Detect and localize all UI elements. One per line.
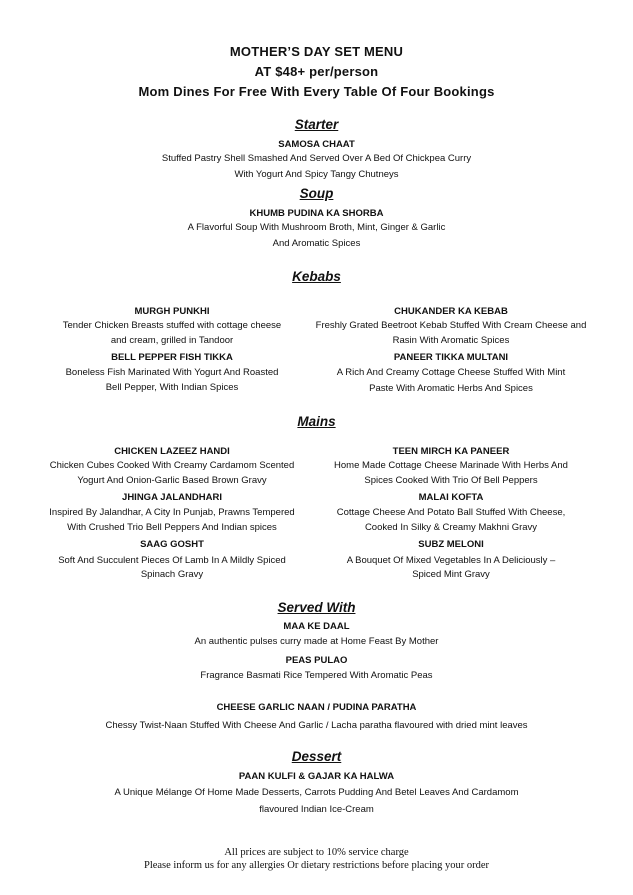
section-title-starter: Starter — [294, 117, 339, 132]
dish-name: BELL PEPPER FISH TIKKA — [111, 352, 233, 363]
dish-name: JHINGA JALANDHARI — [122, 492, 222, 503]
dish-description: Bell Pepper, With Indian Spices — [105, 382, 239, 393]
dish-description: A Bouquet Of Mixed Vegetables In A Deliciously – — [346, 555, 556, 566]
section-title-kebabs: Kebabs — [292, 269, 341, 284]
dish-description: Spices Cooked With Trio Of Bell Peppers — [364, 475, 538, 486]
dish-description: Cooked In Silky & Creamy Makhni Gravy — [364, 522, 538, 533]
dish-description: Freshly Grated Beetroot Kebab Stuffed With Cream Cheese and — [315, 320, 587, 331]
dish-name: KHUMB PUDINA KA SHORBA — [249, 208, 384, 219]
dish-description: Home Made Cottage Cheese Marinade With Herbs And — [334, 460, 568, 471]
dish-name: SAAG GOSHT — [140, 539, 204, 550]
dish-description: flavoured Indian Ice-Cream — [259, 804, 374, 815]
dish-description: Stuffed Pastry Shell Smashed And Served Over A Bed Of Chickpea Curry — [161, 153, 472, 164]
dish-description: Spiced Mint Gravy — [412, 569, 490, 580]
dish-description: With Yogurt And Spicy Tangy Chutneys — [234, 169, 399, 180]
dish-description: A Unique Mélange Of Home Made Desserts, Carrots Pudding And Betel Leaves And Cardamom — [114, 787, 519, 798]
menu-title: MOTHER’S DAY SET MENU — [229, 44, 404, 59]
dish-name: TEEN MIRCH KA PANEER — [392, 446, 510, 457]
menu-offer: Mom Dines For Free With Every Table Of Four Bookings — [138, 84, 495, 99]
dish-description: A Rich And Creamy Cottage Cheese Stuffed With Mint — [336, 367, 566, 378]
dish-description: Inspired By Jalandhar, A City In Punjab, Prawns Tempered — [49, 507, 295, 518]
dish-name: MALAI KOFTA — [418, 492, 484, 503]
dish-name: MURGH PUNKHI — [134, 306, 210, 317]
dish-description: Cottage Cheese And Potato Ball Stuffed With Cheese, — [336, 507, 566, 518]
section-title-dessert: Dessert — [291, 749, 342, 764]
dish-name: SAMOSA CHAAT — [278, 139, 355, 150]
allergy-note: Please inform us for any allergies Or dietary restrictions before placing your order — [143, 860, 490, 871]
dish-name: PANEER TIKKA MULTANI — [393, 352, 509, 363]
service-charge-note: All prices are subject to 10% service charge — [224, 847, 409, 858]
dish-description: Chessy Twist-Naan Stuffed With Cheese And Garlic / Lacha paratha flavoured with dried mint leaves — [105, 720, 528, 731]
dish-description: Chicken Cubes Cooked With Creamy Cardamom Scented — [49, 460, 295, 471]
dish-description: Tender Chicken Breasts stuffed with cottage cheese — [62, 320, 282, 331]
dish-description: Fragrance Basmati Rice Tempered With Aromatic Peas — [200, 670, 433, 681]
dish-description: And Aromatic Spices — [272, 238, 361, 249]
menu-price: AT $48+ per/person — [254, 64, 379, 79]
dish-name: CHICKEN LAZEEZ HANDI — [114, 446, 230, 457]
dish-description: Spinach Gravy — [140, 569, 204, 580]
dish-description: A Flavorful Soup With Mushroom Broth, Mint, Ginger & Garlic — [187, 222, 446, 233]
dish-description: Boneless Fish Marinated With Yogurt And Roasted — [65, 367, 279, 378]
dish-description: An authentic pulses curry made at Home Feast By Mother — [194, 636, 439, 647]
dish-name: CHUKANDER KA KEBAB — [394, 306, 508, 317]
dish-description: Soft And Succulent Pieces Of Lamb In A Mildly Spiced — [58, 555, 286, 566]
section-title-soup: Soup — [299, 186, 334, 201]
dish-description: Rasin With Aromatic Spices — [392, 335, 510, 346]
dish-description: Yogurt And Onion-Garlic Based Brown Gravy — [77, 475, 267, 486]
dish-name: CHEESE GARLIC NAAN / PUDINA PARATHA — [216, 702, 417, 713]
dish-name: PAAN KULFI & GAJAR KA HALWA — [238, 771, 395, 782]
section-title-served-with: Served With — [277, 600, 356, 615]
dish-name: MAA KE DAAL — [283, 621, 350, 632]
section-title-mains: Mains — [297, 414, 336, 429]
dish-description: and cream, grilled in Tandoor — [110, 335, 234, 346]
dish-name: PEAS PULAO — [285, 655, 348, 666]
dish-description: Paste With Aromatic Herbs And Spices — [369, 383, 533, 394]
dish-name: SUBZ MELONI — [418, 539, 484, 550]
dish-description: With Crushed Trio Bell Peppers And Indian spices — [67, 522, 277, 533]
